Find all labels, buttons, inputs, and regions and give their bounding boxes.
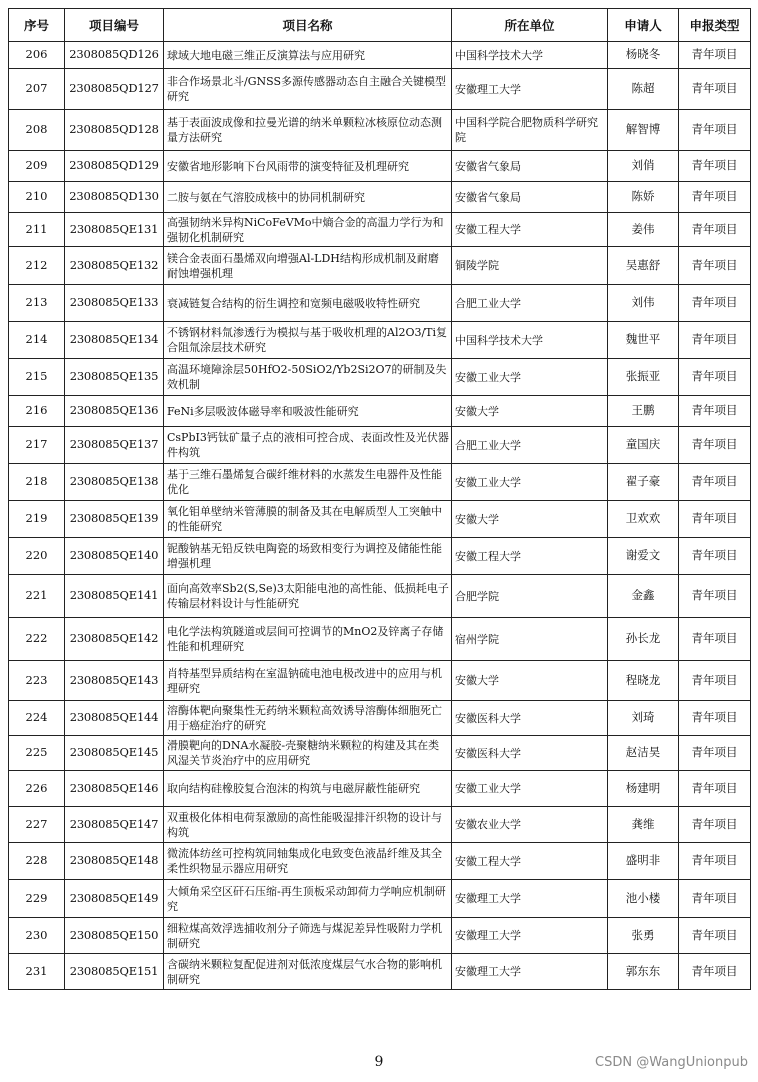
cell-unit: 中国科学院合肥物质科学研究院 <box>452 110 608 151</box>
cell-name: 肖特基型异质结构在室温钠硫电池电极改进中的应用与机理研究 <box>164 661 452 701</box>
cell-type: 青年项目 <box>679 807 751 843</box>
cell-person: 盛明非 <box>608 843 679 880</box>
cell-seq: 225 <box>9 736 65 771</box>
project-table <box>8 8 751 990</box>
cell-type: 青年项目 <box>679 618 751 661</box>
cell-name: 微流体纺丝可控构筑同轴集成化电致变色液晶纤维及其全柔性织物显示器应用研究 <box>164 843 452 880</box>
cell-code: 2308085QE147 <box>65 807 164 843</box>
cell-seq: 221 <box>9 575 65 618</box>
cell-person: 童国庆 <box>608 427 679 464</box>
header-name: 项目名称 <box>164 9 452 42</box>
cell-code: 2308085QE145 <box>65 736 164 771</box>
cell-person: 姜伟 <box>608 213 679 247</box>
cell-seq: 223 <box>9 661 65 701</box>
cell-seq: 216 <box>9 396 65 427</box>
cell-unit: 宿州学院 <box>452 618 608 661</box>
cell-person: 魏世平 <box>608 322 679 359</box>
table-row <box>9 182 751 213</box>
cell-code: 2308085QE150 <box>65 918 164 954</box>
cell-name: 细粒煤高效浮选捕收剂分子筛选与煤泥差异性吸附力学机制研究 <box>164 918 452 954</box>
cell-type: 青年项目 <box>679 359 751 396</box>
cell-unit: 中国科学技术大学 <box>452 42 608 69</box>
cell-seq: 218 <box>9 464 65 501</box>
cell-name: 大倾角采空区矸石压缩-再生顶板采动卸荷力学响应机制研究 <box>164 880 452 918</box>
cell-type: 青年项目 <box>679 575 751 618</box>
cell-type: 青年项目 <box>679 843 751 880</box>
header-code: 项目编号 <box>65 9 164 42</box>
cell-type: 青年项目 <box>679 661 751 701</box>
cell-seq: 211 <box>9 213 65 247</box>
table-row <box>9 151 751 182</box>
cell-type: 青年项目 <box>679 954 751 990</box>
table-row <box>9 575 751 618</box>
cell-person: 张振亚 <box>608 359 679 396</box>
cell-unit: 安徽大学 <box>452 501 608 538</box>
cell-person: 郭东东 <box>608 954 679 990</box>
cell-code: 2308085QE135 <box>65 359 164 396</box>
cell-type: 青年项目 <box>679 42 751 69</box>
table-row <box>9 661 751 701</box>
cell-seq: 215 <box>9 359 65 396</box>
cell-code: 2308085QE139 <box>65 501 164 538</box>
cell-seq: 209 <box>9 151 65 182</box>
table-row <box>9 918 751 954</box>
cell-seq: 207 <box>9 69 65 110</box>
cell-name: 面向高效率Sb2(S,Se)3太阳能电池的高性能、低损耗电子传输层材料设计与性能研究 <box>164 575 452 618</box>
cell-type: 青年项目 <box>679 464 751 501</box>
table-row <box>9 501 751 538</box>
cell-code: 2308085QD127 <box>65 69 164 110</box>
cell-code: 2308085QE146 <box>65 771 164 807</box>
cell-type: 青年项目 <box>679 110 751 151</box>
cell-unit: 安徽工程大学 <box>452 843 608 880</box>
table-row <box>9 880 751 918</box>
table-row <box>9 954 751 990</box>
cell-name: 不锈钢材料氚渗透行为模拟与基于吸收机理的Al2O3/Ti复合阻氚涂层技术研究 <box>164 322 452 359</box>
cell-unit: 安徽理工大学 <box>452 954 608 990</box>
cell-unit: 安徽大学 <box>452 661 608 701</box>
cell-name: 铌酸钠基无铅反铁电陶瓷的场致相变行为调控及储能性能增强机理 <box>164 538 452 575</box>
table-row <box>9 464 751 501</box>
cell-person: 池小楼 <box>608 880 679 918</box>
cell-name: FeNi多层吸波体磁导率和吸波性能研究 <box>164 396 452 427</box>
table-row <box>9 843 751 880</box>
cell-seq: 229 <box>9 880 65 918</box>
cell-unit: 合肥工业大学 <box>452 427 608 464</box>
cell-name: 安徽省地形影响下台风雨带的演变特征及机理研究 <box>164 151 452 182</box>
table-row <box>9 110 751 151</box>
table-row <box>9 771 751 807</box>
cell-seq: 220 <box>9 538 65 575</box>
table-row <box>9 396 751 427</box>
cell-code: 2308085QE134 <box>65 322 164 359</box>
header-seq: 序号 <box>9 9 65 42</box>
cell-type: 青年项目 <box>679 538 751 575</box>
cell-person: 刘伟 <box>608 285 679 322</box>
cell-name: 二胺与氨在气溶胶成核中的协同机制研究 <box>164 182 452 213</box>
cell-name: 取向结构硅橡胶复合泡沫的构筑与电磁屏蔽性能研究 <box>164 771 452 807</box>
header-type: 申报类型 <box>679 9 751 42</box>
cell-person: 解智博 <box>608 110 679 151</box>
cell-code: 2308085QE132 <box>65 247 164 285</box>
table-row <box>9 213 751 247</box>
cell-name: 基于表面波成像和拉曼光谱的纳米单颗粒冰核原位动态测量方法研究 <box>164 110 452 151</box>
cell-code: 2308085QE138 <box>65 464 164 501</box>
cell-type: 青年项目 <box>679 701 751 736</box>
cell-code: 2308085QD129 <box>65 151 164 182</box>
cell-person: 翟子豪 <box>608 464 679 501</box>
cell-unit: 安徽医科大学 <box>452 701 608 736</box>
cell-code: 2308085QE149 <box>65 880 164 918</box>
cell-unit: 安徽理工大学 <box>452 918 608 954</box>
cell-name: 溶酶体靶向聚集性无药纳米颗粒高效诱导溶酶体细胞死亡用于癌症治疗的研究 <box>164 701 452 736</box>
cell-unit: 安徽工业大学 <box>452 464 608 501</box>
cell-person: 王鹏 <box>608 396 679 427</box>
cell-type: 青年项目 <box>679 182 751 213</box>
cell-name: CsPbI3钙钛矿量子点的液相可控合成、表面改性及光伏器件构筑 <box>164 427 452 464</box>
cell-name: 衰减链复合结构的衍生调控和宽频电磁吸收特性研究 <box>164 285 452 322</box>
cell-person: 杨晓冬 <box>608 42 679 69</box>
table-row <box>9 69 751 110</box>
cell-type: 青年项目 <box>679 213 751 247</box>
cell-seq: 227 <box>9 807 65 843</box>
cell-person: 金鑫 <box>608 575 679 618</box>
cell-unit: 铜陵学院 <box>452 247 608 285</box>
cell-type: 青年项目 <box>679 501 751 538</box>
cell-name: 基于三维石墨烯复合碳纤维材料的水蒸发生电器件及性能优化 <box>164 464 452 501</box>
cell-unit: 合肥学院 <box>452 575 608 618</box>
cell-code: 2308085QE143 <box>65 661 164 701</box>
cell-seq: 208 <box>9 110 65 151</box>
cell-type: 青年项目 <box>679 880 751 918</box>
cell-name: 非合作场景北斗/GNSS多源传感器动态自主融合关键模型研究 <box>164 69 452 110</box>
cell-name: 滑膜靶向的DNA水凝胶-壳聚糖纳米颗粒的构建及其在类风湿关节炎治疗中的应用研究 <box>164 736 452 771</box>
cell-person: 陈娇 <box>608 182 679 213</box>
table-row <box>9 427 751 464</box>
cell-name: 双重极化体相电荷泵激励的高性能吸湿排汗织物的设计与构筑 <box>164 807 452 843</box>
cell-code: 2308085QD130 <box>65 182 164 213</box>
cell-seq: 219 <box>9 501 65 538</box>
table-row <box>9 285 751 322</box>
cell-code: 2308085QE151 <box>65 954 164 990</box>
cell-type: 青年项目 <box>679 736 751 771</box>
page-number: 9 <box>374 1054 384 1070</box>
cell-unit: 安徽省气象局 <box>452 182 608 213</box>
project-table-container <box>8 8 750 990</box>
cell-person: 龚维 <box>608 807 679 843</box>
table-row <box>9 538 751 575</box>
cell-name: 氧化钼单壁纳米管薄膜的制备及其在电解质型人工突触中的性能研究 <box>164 501 452 538</box>
cell-unit: 安徽工业大学 <box>452 771 608 807</box>
cell-code: 2308085QE131 <box>65 213 164 247</box>
cell-person: 刘琦 <box>608 701 679 736</box>
cell-seq: 230 <box>9 918 65 954</box>
cell-unit: 安徽医科大学 <box>452 736 608 771</box>
cell-type: 青年项目 <box>679 322 751 359</box>
cell-type: 青年项目 <box>679 151 751 182</box>
cell-unit: 合肥工业大学 <box>452 285 608 322</box>
cell-code: 2308085QE142 <box>65 618 164 661</box>
cell-unit: 安徽工程大学 <box>452 538 608 575</box>
table-row <box>9 736 751 771</box>
cell-code: 2308085QE144 <box>65 701 164 736</box>
cell-seq: 210 <box>9 182 65 213</box>
cell-code: 2308085QE136 <box>65 396 164 427</box>
cell-name: 含碳纳米颗粒复配促进剂对低浓度煤层气水合物的影响机制研究 <box>164 954 452 990</box>
cell-seq: 217 <box>9 427 65 464</box>
table-row <box>9 701 751 736</box>
cell-seq: 214 <box>9 322 65 359</box>
header-unit: 所在单位 <box>452 9 608 42</box>
cell-person: 刘俏 <box>608 151 679 182</box>
cell-type: 青年项目 <box>679 69 751 110</box>
cell-unit: 安徽工业大学 <box>452 359 608 396</box>
cell-person: 吴惠舒 <box>608 247 679 285</box>
cell-name: 电化学法构筑隧道或层间可控调节的MnO2及锌离子存储性能和机理研究 <box>164 618 452 661</box>
cell-type: 青年项目 <box>679 427 751 464</box>
cell-person: 谢爱文 <box>608 538 679 575</box>
cell-person: 陈超 <box>608 69 679 110</box>
cell-person: 张勇 <box>608 918 679 954</box>
cell-unit: 安徽大学 <box>452 396 608 427</box>
cell-seq: 228 <box>9 843 65 880</box>
cell-type: 青年项目 <box>679 247 751 285</box>
table-row <box>9 618 751 661</box>
cell-person: 孙长龙 <box>608 618 679 661</box>
cell-seq: 231 <box>9 954 65 990</box>
cell-type: 青年项目 <box>679 285 751 322</box>
cell-unit: 安徽理工大学 <box>452 69 608 110</box>
table-row <box>9 322 751 359</box>
cell-seq: 226 <box>9 771 65 807</box>
table-row <box>9 247 751 285</box>
cell-person: 程晓龙 <box>608 661 679 701</box>
table-row <box>9 359 751 396</box>
header-person: 申请人 <box>608 9 679 42</box>
cell-name: 球域大地电磁三维正反演算法与应用研究 <box>164 42 452 69</box>
cell-seq: 213 <box>9 285 65 322</box>
cell-name: 高温环境障涂层50HfO2-50SiO2/Yb2Si2O7的研制及失效机制 <box>164 359 452 396</box>
table-body <box>9 42 751 990</box>
cell-unit: 安徽工程大学 <box>452 213 608 247</box>
cell-code: 2308085QE148 <box>65 843 164 880</box>
cell-type: 青年项目 <box>679 771 751 807</box>
cell-seq: 224 <box>9 701 65 736</box>
cell-person: 杨建明 <box>608 771 679 807</box>
cell-name: 镁合金表面石墨烯双向增强Al-LDH结构形成机制及耐磨耐蚀增强机理 <box>164 247 452 285</box>
cell-type: 青年项目 <box>679 918 751 954</box>
cell-seq: 222 <box>9 618 65 661</box>
table-row <box>9 42 751 69</box>
cell-unit: 安徽理工大学 <box>452 880 608 918</box>
cell-code: 2308085QE140 <box>65 538 164 575</box>
table-header <box>9 9 751 42</box>
cell-code: 2308085QE141 <box>65 575 164 618</box>
cell-unit: 安徽省气象局 <box>452 151 608 182</box>
cell-unit: 安徽农业大学 <box>452 807 608 843</box>
cell-unit: 中国科学技术大学 <box>452 322 608 359</box>
cell-code: 2308085QD128 <box>65 110 164 151</box>
table-row <box>9 807 751 843</box>
cell-type: 青年项目 <box>679 396 751 427</box>
cell-seq: 212 <box>9 247 65 285</box>
cell-seq: 206 <box>9 42 65 69</box>
cell-person: 赵洁昊 <box>608 736 679 771</box>
watermark: CSDN @WangUnionpub <box>595 1055 748 1070</box>
cell-code: 2308085QD126 <box>65 42 164 69</box>
cell-name: 高强韧纳米异构NiCoFeVMo中熵合金的高温力学行为和强韧化机制研究 <box>164 213 452 247</box>
cell-code: 2308085QE137 <box>65 427 164 464</box>
header-row <box>9 9 751 42</box>
cell-code: 2308085QE133 <box>65 285 164 322</box>
cell-person: 卫欢欢 <box>608 501 679 538</box>
